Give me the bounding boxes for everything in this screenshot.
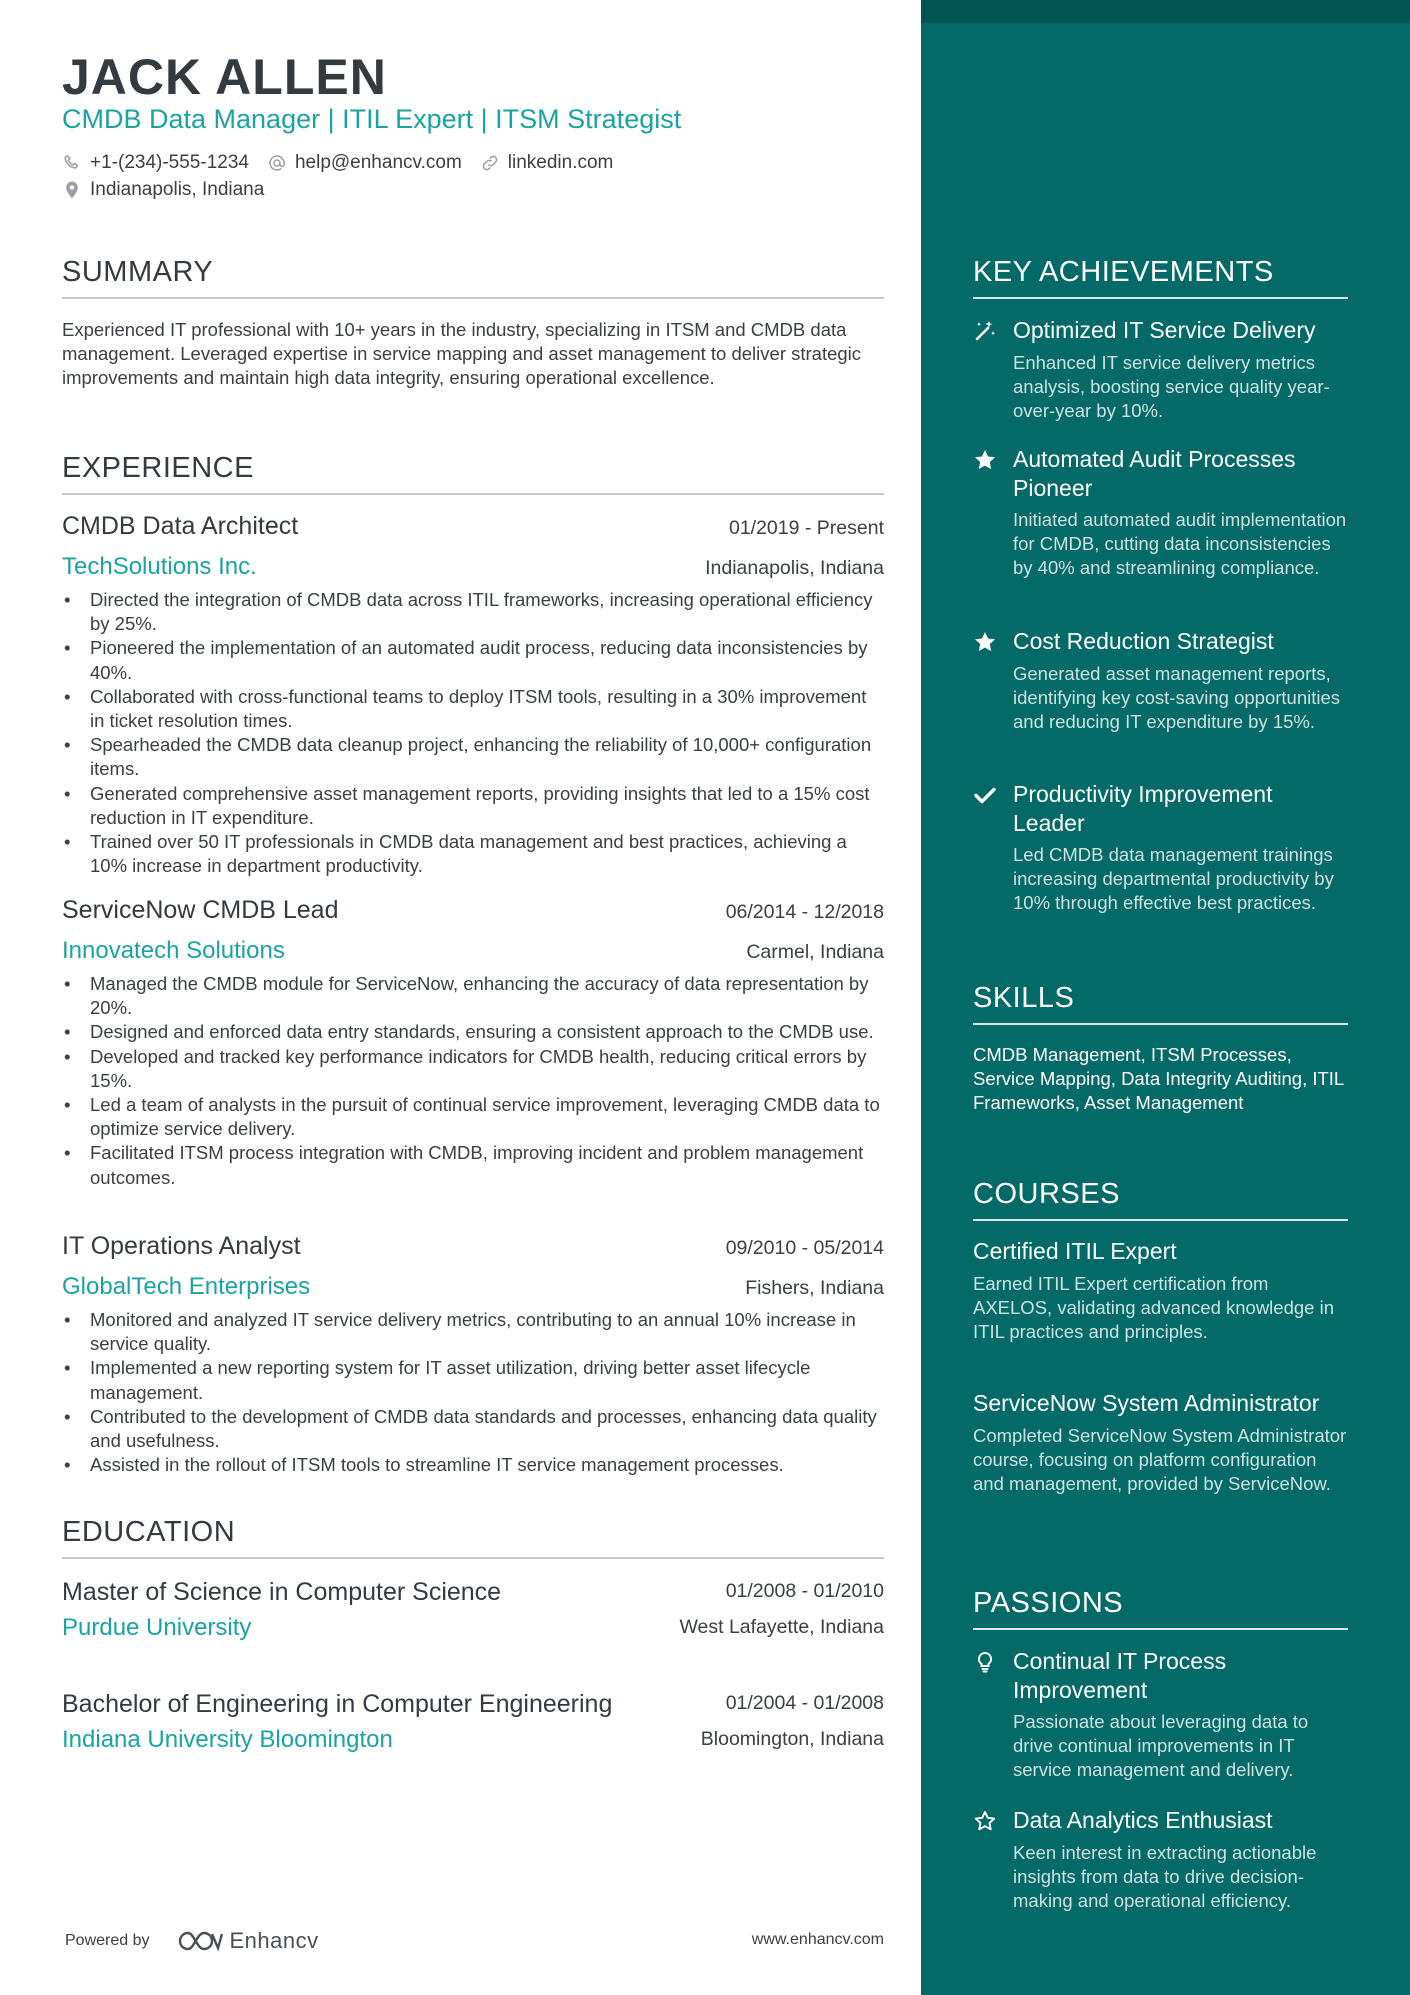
achievement-title: Productivity Improvement Leader xyxy=(1013,781,1273,836)
school: Purdue University xyxy=(62,1614,252,1641)
achievement-item xyxy=(973,445,1348,581)
job-bullet: • Contributed to the development of CMDB data standards and processes, enhancing data quality and usefulness. xyxy=(62,1405,884,1453)
location-row xyxy=(62,179,282,201)
sidebar-top-band xyxy=(921,0,1410,23)
check-icon xyxy=(973,783,997,807)
email-item[interactable] xyxy=(267,152,462,174)
passion-title: Data Analytics Enthusiast xyxy=(1013,1807,1273,1833)
passion-title: Continual IT Process Improvement xyxy=(1013,1648,1227,1703)
achievement-desc: Enhanced IT service delivery metrics analysis, boosting service quality year-over-year by 10%. xyxy=(1013,351,1330,421)
summary-text: Experienced IT professional with 10+ years in the industry, specializing in ITSM and CMDB data management. Leveraged expertise in service mapping and asset management to deliver strategic improvements and maintain high data integrity, ensuring operational excellence. xyxy=(62,319,862,389)
at-icon xyxy=(267,153,287,173)
job-bullet: • Assisted in the rollout of ITSM tools to streamline IT service management processes. xyxy=(62,1453,884,1477)
skills-title: SKILLS xyxy=(973,982,1348,1025)
courses-title: COURSES xyxy=(973,1178,1348,1221)
email-link[interactable]: help@enhancv.com xyxy=(294,152,462,173)
achievement-title: Optimized IT Service Delivery xyxy=(1013,317,1316,343)
contact-row xyxy=(62,152,631,174)
skills-text: CMDB Management, ITSM Processes, Service Mapping, Data Integrity Auditing, ITIL Frameworks, Asset Management xyxy=(973,1044,1344,1114)
job-bullet: • Directed the integration of CMDB data across ITIL frameworks, increasing operational efficiency by 25%. xyxy=(62,588,884,636)
star-outline-icon xyxy=(973,1809,997,1833)
job-role: ServiceNow CMDB Lead xyxy=(62,896,339,924)
job-bullet: • Monitored and analyzed IT service delivery metrics, contributing to an annual 10% increase in service quality. xyxy=(62,1308,884,1356)
school: Indiana University Bloomington xyxy=(62,1726,393,1753)
education-title: EDUCATION xyxy=(62,1516,884,1559)
job-dates: 09/2010 - 05/2014 xyxy=(725,1237,884,1259)
education-location: West Lafayette, Indiana xyxy=(679,1616,884,1638)
enhancv-logo[interactable] xyxy=(176,1928,319,1954)
linkedin-item[interactable] xyxy=(480,152,614,174)
course-title: Certified ITIL Expert xyxy=(973,1238,1177,1264)
job-bullets xyxy=(62,972,884,1190)
job-bullet: • Designed and enforced data entry standards, ensuring a consistent approach to the CMDB use. xyxy=(62,1020,884,1044)
location-text: Indianapolis, Indiana xyxy=(90,179,265,200)
job-bullet: • Collaborated with cross-functional teams to deploy ITSM tools, resulting in a 30% improvement in ticket resolution times. xyxy=(62,685,884,733)
achievement-item xyxy=(973,316,1348,423)
job-location: Indianapolis, Indiana xyxy=(705,557,884,579)
location-item xyxy=(62,179,264,201)
star-icon xyxy=(973,448,997,472)
achievement-title: Cost Reduction Strategist xyxy=(1013,628,1274,654)
course-item xyxy=(973,1389,1348,1496)
job-entry xyxy=(62,512,884,878)
passion-desc: Keen interest in extracting actionable insights from data to drive decision-making and operational efficiency. xyxy=(1013,1841,1317,1911)
education-dates: 01/2004 - 01/2008 xyxy=(725,1692,884,1714)
education-dates: 01/2008 - 01/2010 xyxy=(725,1580,884,1602)
powered-by-label: Powered by xyxy=(65,1932,150,1949)
lightbulb-icon xyxy=(973,1650,997,1674)
achievement-desc: Generated asset management reports, identifying key cost-saving opportunities and reducing IT expenditure by 15%. xyxy=(1013,662,1341,732)
experience-title: EXPERIENCE xyxy=(62,452,884,495)
passion-item xyxy=(973,1647,1348,1783)
job-bullets xyxy=(62,588,884,878)
job-entry xyxy=(62,1232,884,1477)
job-company: Innovatech Solutions xyxy=(62,937,285,964)
sidebar xyxy=(921,0,1410,1995)
passion-desc: Passionate about leveraging data to drive continual improvements in IT service management and delivery. xyxy=(1013,1711,1309,1781)
wand-icon xyxy=(973,319,997,343)
achievements-title: KEY ACHIEVEMENTS xyxy=(973,256,1348,299)
education-entry xyxy=(62,1576,884,1642)
achievement-item xyxy=(973,780,1348,916)
job-location: Carmel, Indiana xyxy=(746,941,884,963)
passion-item xyxy=(973,1806,1348,1913)
job-bullet: • Managed the CMDB module for ServiceNow, enhancing the accuracy of data representation by 20%. xyxy=(62,972,884,1020)
degree: Bachelor of Engineering in Computer Engineering xyxy=(62,1690,613,1718)
course-title: ServiceNow System Administrator xyxy=(973,1390,1320,1416)
job-company: TechSolutions Inc. xyxy=(62,553,257,580)
job-role: IT Operations Analyst xyxy=(62,1232,301,1260)
headline: CMDB Data Manager | ITIL Expert | ITSM Strategist xyxy=(62,104,682,134)
education-location: Bloomington, Indiana xyxy=(700,1728,884,1750)
phone-item xyxy=(62,152,249,174)
job-bullets xyxy=(62,1308,884,1477)
education-entry xyxy=(62,1688,884,1754)
course-item xyxy=(973,1237,1348,1344)
achievement-item xyxy=(973,627,1348,734)
job-bullet: • Trained over 50 IT professionals in CMDB data management and best practices, achieving a 10% increase in department productivity. xyxy=(62,830,884,878)
job-bullet: • Led a team of analysts in the pursuit of continual service improvement, leveraging CMDB data to optimize service delivery. xyxy=(62,1093,884,1141)
course-desc: Completed ServiceNow System Administrator course, focusing on platform configuration and management, provided by ServiceNow. xyxy=(973,1424,1347,1494)
job-bullet: • Generated comprehensive asset management reports, providing insights that led to a 15% cost reduction in IT expenditure. xyxy=(62,782,884,830)
job-entry xyxy=(62,896,884,1190)
achievement-title: Automated Audit Processes Pioneer xyxy=(1013,446,1296,501)
enhancv-brand: Enhancv xyxy=(229,1928,319,1953)
job-bullet: • Facilitated ITSM process integration with CMDB, improving incident and problem management outcomes. xyxy=(62,1141,884,1189)
job-bullet: • Developed and tracked key performance indicators for CMDB health, reducing critical errors by 15%. xyxy=(62,1045,884,1093)
job-dates: 06/2014 - 12/2018 xyxy=(725,901,884,923)
course-desc: Earned ITIL Expert certification from AXELOS, validating advanced knowledge in ITIL practices and principles. xyxy=(973,1272,1334,1342)
achievement-desc: Led CMDB data management trainings increasing departmental productivity by 10% through effective best practices. xyxy=(1013,844,1334,914)
job-location: Fishers, Indiana xyxy=(745,1277,884,1299)
link-icon xyxy=(480,153,500,173)
enhancv-logo-icon xyxy=(176,1928,224,1954)
website-link[interactable]: www.enhancv.com xyxy=(751,1931,884,1948)
job-company: GlobalTech Enterprises xyxy=(62,1273,311,1300)
phone-text: +1-(234)-555-1234 xyxy=(90,152,249,173)
phone-icon xyxy=(62,153,82,173)
summary-title: SUMMARY xyxy=(62,256,884,299)
candidate-name: JACK ALLEN xyxy=(62,49,387,105)
achievement-desc: Initiated automated audit implementation for CMDB, cutting data inconsistencies by 40% and streamlining compliance. xyxy=(1013,509,1347,579)
star-icon xyxy=(973,630,997,654)
degree: Master of Science in Computer Science xyxy=(62,1578,502,1606)
job-bullet: • Implemented a new reporting system for IT asset utilization, driving better asset lifecycle management. xyxy=(62,1356,884,1404)
job-bullet: • Pioneered the implementation of an automated audit process, reducing data inconsistencies by 40%. xyxy=(62,636,884,684)
job-dates: 01/2019 - Present xyxy=(728,517,884,539)
job-bullet: • Spearheaded the CMDB data cleanup project, enhancing the reliability of 10,000+ configuration items. xyxy=(62,733,884,781)
location-pin-icon xyxy=(62,180,82,200)
passions-title: PASSIONS xyxy=(973,1587,1348,1630)
linkedin-link[interactable]: linkedin.com xyxy=(507,152,614,173)
job-role: CMDB Data Architect xyxy=(62,512,299,540)
powered-by xyxy=(65,1928,319,1954)
